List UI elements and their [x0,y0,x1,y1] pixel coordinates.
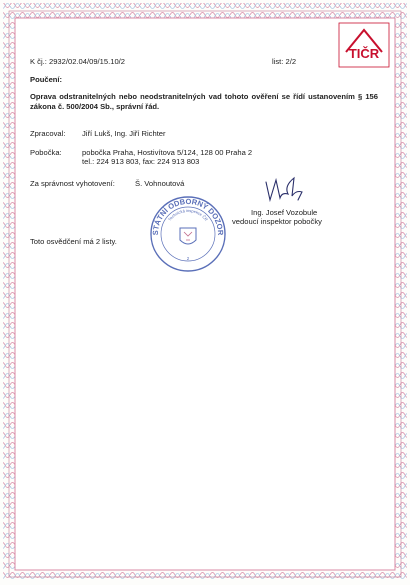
notice-heading: Poučení: [30,75,63,84]
stamp-inner-text: Technická inspekce ČR [166,207,210,222]
signatory-role: vedoucí inspektor pobočky [232,217,322,226]
official-stamp [148,194,228,274]
branch-contact: tel.: 224 913 803, fax: 224 913 803 [82,157,200,166]
signatory-name: Ing. Josef Vozobule [251,208,318,217]
stamp-top-text: STÁTNÍ ODBORNÝ DOZOR [150,196,226,236]
handwritten-signature [258,170,328,210]
accuracy-value: Š. Vohnoutová [135,179,185,188]
logo-text: TIČR [348,46,380,61]
processed-value: Jiří Lukš, Ing. Jiří Richter [82,129,166,138]
reference-number: K čj.: 2932/02.04/09/15.10/2 [30,57,125,66]
notice-text: Oprava odstranitelných nebo neodstranitelných vad tohoto ověření se řídí ustanovením § 156 zákona č. 500/2004 Sb., správní řád. [30,92,378,111]
branch-label: Pobočka: [30,148,62,157]
sheet-number: list: 2/2 [272,57,297,66]
branch-value: pobočka Praha, Hostivítova 5/124, 128 00 Praha 2 [82,148,253,157]
ticr-logo [338,22,390,68]
accuracy-label: Za správnost vyhotovení: [30,179,115,188]
pages-note: Toto osvědčení má 2 listy. [30,237,117,246]
processed-label: Zpracoval: [30,129,66,138]
svg-text:STÁTNÍ ODBORNÝ DOZOR [151,197,225,236]
stamp-number: 2 [186,256,190,261]
